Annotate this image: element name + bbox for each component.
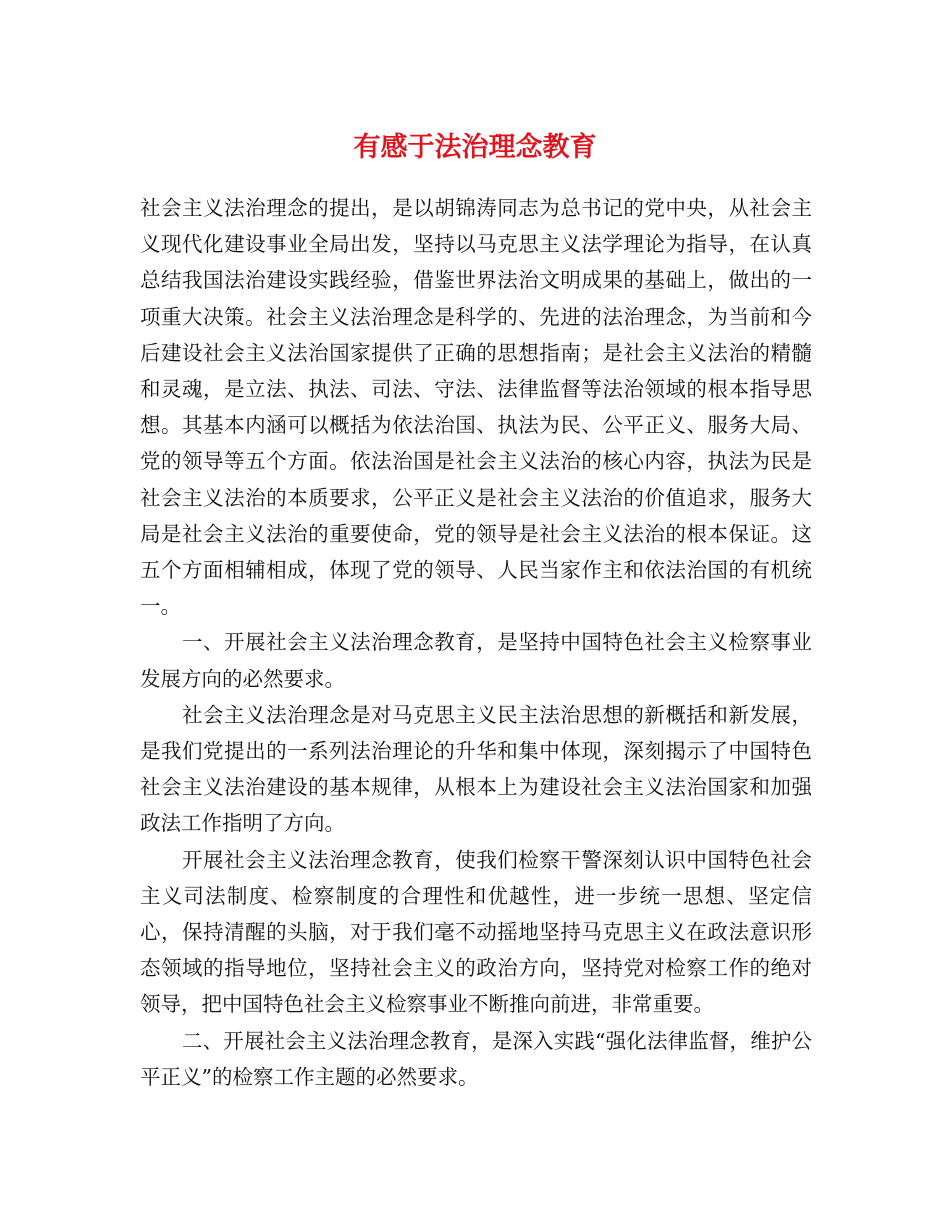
paragraph-intro: 社会主义法治理念的提出，是以胡锦涛同志为总书记的党中央，从社会主义现代化建设事业全局出发，坚持以马克思主义法学理论为指导，在认真总结我国法治建设实践经验，借鉴世界法治文明成果的基础上，做出的一项重大决策。社会主义法治理念是科学的、先进的法治理念，为当前和今后建设社会主义法治国家提供了正确的思想指南；是社会主义法治的精髓和灵魂，是立法、执法、司法、守法、法律监督等法治领域的根本指导思想。其基本内涵可以概括为依法治国、执法为民、公平正义、服务大局、党的领导等五个方面。依法治国是社会主义法治的核心内容，执法为民是社会主义法治的本质要求，公平正义是社会主义法治的价值追求，服务大局是社会主义法治的重要使命，党的领导是社会主义法治的根本保证。这五个方面相辅相成，体现了党的领导、人民当家作主和依法治国的有机统一。 xyxy=(140,196,812,619)
document-body xyxy=(140,190,812,1095)
paragraph-section-2-heading: 二、开展社会主义法治理念教育，是深入实践“强化法律监督，维护公平正义”的检察工作主题的必然要求。 xyxy=(140,1028,812,1089)
paragraph-section-1-body-2: 开展社会主义法治理念教育，使我们检察干警深刻认识中国特色社会主义司法制度、检察制度的合理性和优越性，进一步统一思想、坚定信心，保持清醒的头脑，对于我们毫不动摇地坚持马克思主义在政法意识形态领域的指导地位，坚持社会主义的政治方向，坚持党对检察工作的绝对领导，把中国特色社会主义检察事业不断推向前进，非常重要。 xyxy=(140,847,812,1017)
paragraph-section-1-body-1: 社会主义法治理念是对马克思主义民主法治思想的新概括和新发展，是我们党提出的一系列法治理论的升华和集中体现，深刻揭示了中国特色社会主义法治建设的基本规律，从根本上为建设社会主义法治国家和加强政法工作指明了方向。 xyxy=(140,702,812,836)
paragraph-section-1-heading: 一、开展社会主义法治理念教育，是坚持中国特色社会主义检察事业发展方向的必然要求。 xyxy=(140,630,812,691)
document-title: 有感于法治理念教育 xyxy=(353,132,597,163)
